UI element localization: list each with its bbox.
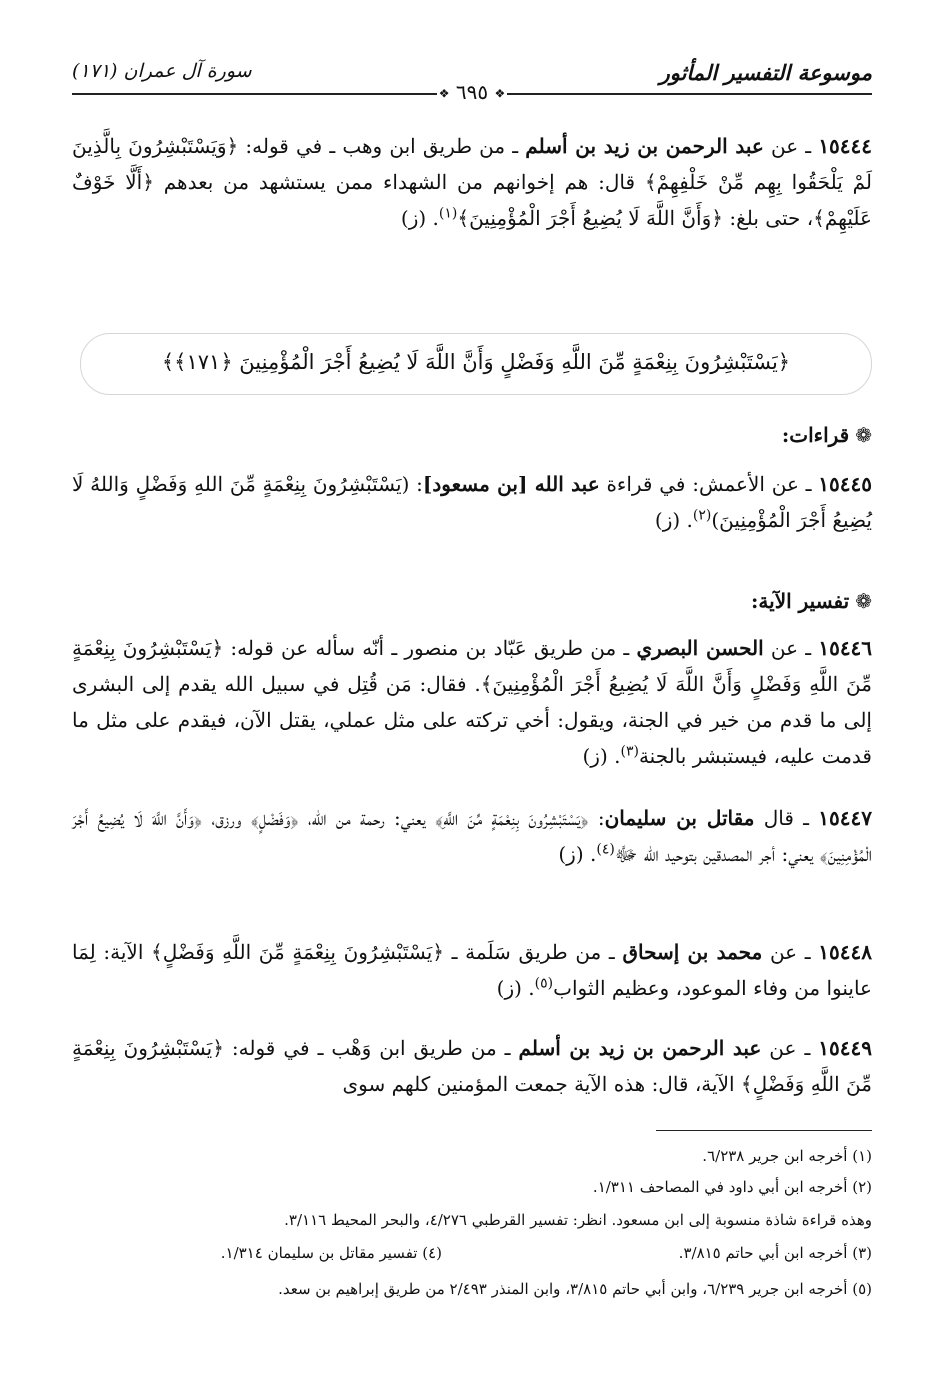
narrator-name: مقاتل بن سليمان xyxy=(604,806,755,830)
flower-icon: ❁ xyxy=(855,589,872,613)
entry-text: ـ من طريق ابن وهب ـ في قوله: ﴿وَيَسْتَبْشِرُونَ بِالَّذِينَ لَمْ يَلْحَقُوا بِهِم مِّنْ خَلْفِهِمْ﴾ قال: هم إخوانهم من الشهداء ممن يستشهد من بعدهم ﴿أَلَّا خَوْفٌ عَلَيْهِمْ﴾، حتى بلغ: ﴿وَأَنَّ اللَّهَ لَا يُضِيعُ أَجْرَ الْمُؤْمِنِينَ﴾ xyxy=(72,134,872,230)
entry-number: ١٥٤٤٧ xyxy=(818,806,872,830)
footnote-separator xyxy=(656,1130,872,1131)
narrator-name: عبد الرحمن بن زيد بن أسلم xyxy=(525,134,764,158)
entry-text: ـ من طريق عَبّاد بن منصور ـ أنّه سأله عن قوله: ﴿يَسْتَبْشِرُونَ بِنِعْمَةٍ مِّنَ اللَّهِ وَفَضْلٍ وَأَنَّ اللَّهَ لَا يُضِيعُ أَجْرَ الْمُؤْمِنِينَ﴾. فقال: مَن قُتِل في سبيل الله يقدم إلى البشرى إلى ما قدم من خير في الجنة، ويقول: أخي تركته على مثل عملي، يقتل الآن، فيقدم على مثل ما قدمت عليه، فيستبشر بالجنة xyxy=(72,636,872,768)
entry-text: . (ز) xyxy=(558,842,597,866)
entry-text: ـ قال xyxy=(763,806,810,830)
section-heading-readings xyxy=(72,420,872,450)
entry-text: ـ عن xyxy=(771,134,812,158)
heading-text: تفسير الآية: xyxy=(751,589,850,613)
entry-text: ـ عن xyxy=(769,940,811,964)
footnote-mark: (٣) xyxy=(620,743,639,760)
entry-text: . (ز) xyxy=(400,206,439,230)
entry-number: ١٥٤٤٤ xyxy=(818,134,873,158)
entry-15448 xyxy=(72,934,872,1006)
footnote-mark: (١) xyxy=(438,205,458,222)
entry-number: ١٥٤٤٦ xyxy=(818,636,873,660)
section-heading-tafsir xyxy=(72,586,872,616)
verse-box: ﴿يَسْتَبْشِرُونَ بِنِعْمَةٍ مِّنَ اللَّهِ وَفَضْلٍ وَأَنَّ اللَّهَ لَا يُضِيعُ أَجْرَ الْمُؤْمِنِينَ ﴿١٧١﴾﴾ xyxy=(80,333,872,395)
footnote-3: (٣) أخرجه ابن أبي حاتم ٣/٨١٥. xyxy=(678,1244,872,1262)
entry-text: ـ عن xyxy=(769,1036,811,1060)
entry-text: ـ من طريق ابن وَهْب ـ في قوله: ﴿يَسْتَبْشِرُونَ بِنِعْمَةٍ مِّنَ اللَّهِ وَفَضْلٍ﴾ الآية، قال: هذه الآية جمعت المؤمنين كلهم سوى xyxy=(72,1036,872,1096)
entry-text: . (ز) xyxy=(654,508,693,532)
ornament-icon: ❖ xyxy=(438,86,450,101)
entry-text: ـ عن xyxy=(770,636,812,660)
footnote-1: (١) أخرجه ابن جرير ٦/٢٣٨. xyxy=(702,1147,872,1165)
entry-number: ١٥٤٤٥ xyxy=(818,472,873,496)
footnote-mark: (٥) xyxy=(534,975,554,992)
footnote-2-note: وهذه قراءة شاذة منسوبة إلى ابن مسعود. انظر: تفسير القرطبي ٤/٢٧٦، والبحر المحيط ٣/١١٦. xyxy=(284,1211,872,1229)
page-number-block xyxy=(439,80,505,104)
page-number: ٦٩٥ xyxy=(455,80,489,104)
footnote-mark: (٤) xyxy=(596,841,615,858)
entry-text: ـ عن الأعمش: في قراءة xyxy=(606,472,812,496)
entry-text: . (ز) xyxy=(582,744,621,768)
entry-15447 xyxy=(72,800,872,872)
entry-text: ـ من طريق سَلَمة ـ ﴿يَسْتَبْشِرُونَ بِنِعْمَةٍ مِّنَ اللَّهِ وَفَضْلٍ﴾ الآية: لِمَا عاينوا من وفاء الموعود، وعظيم الثواب xyxy=(72,940,872,1000)
narrator-name: عبد الرحمن بن زيد بن أسلم xyxy=(518,1036,762,1060)
surah-label: سورة آل عمران (١٧١) xyxy=(72,60,252,82)
entry-text: . (ز) xyxy=(496,976,535,1000)
entry-text: : ﴿يَسْتَبْشِرُونَ بِنِعْمَةٍ مِّنَ اللَّهِ﴾ يعني: رحمة من الله، ﴿وَفَضْلٍ﴾ ورزق، ﴿وَأَنَّ اللَّهَ لَا يُضِيعُ أَجْرَ الْمُؤْمِنِينَ﴾ يعني: أجر المصدقين بتوحيد الله ﷻ xyxy=(72,806,872,866)
footnote-mark: (٢) xyxy=(692,507,712,524)
entry-15446 xyxy=(72,630,872,774)
entry-number: ١٥٤٤٩ xyxy=(818,1036,872,1060)
entry-15444 xyxy=(72,128,872,236)
entry-15449 xyxy=(72,1030,872,1102)
header-rule-left xyxy=(72,93,437,95)
entry-text: : (يَسْتَبْشِرُونَ بِنِعْمَةٍ مِّنَ اللهِ وَفَضْلٍ وَاللهُ لَا يُضِيعُ أَجْرَ الْمُؤْمِنِينَ) xyxy=(72,472,872,532)
entry-15445 xyxy=(72,466,872,538)
ornament-icon: ❖ xyxy=(494,86,506,101)
flower-icon: ❁ xyxy=(855,423,872,447)
page-header xyxy=(72,52,872,104)
footnote-5: (٥) أخرجه ابن جرير ٦/٢٣٩، وابن أبي حاتم ٣/٨١٥، وابن المنذر ٢/٤٩٣ من طريق إبراهيم بن سعد. xyxy=(278,1280,872,1298)
narrator-name: عبد الله [بن مسعود] xyxy=(422,472,600,496)
narrator-name: الحسن البصري xyxy=(636,636,764,660)
footnote-2: (٢) أخرجه ابن أبي داود في المصاحف ١/٣١١. xyxy=(592,1178,872,1196)
footnote-4: (٤) تفسير مقاتل بن سليمان ١/٣١٤. xyxy=(220,1244,442,1262)
header-rule-right xyxy=(507,93,872,95)
heading-text: قراءات: xyxy=(781,423,850,447)
book-title: موسوعة التفسير المأثور xyxy=(659,60,872,85)
entry-number: ١٥٤٤٨ xyxy=(818,940,873,964)
narrator-name: محمد بن إسحاق xyxy=(622,940,763,964)
